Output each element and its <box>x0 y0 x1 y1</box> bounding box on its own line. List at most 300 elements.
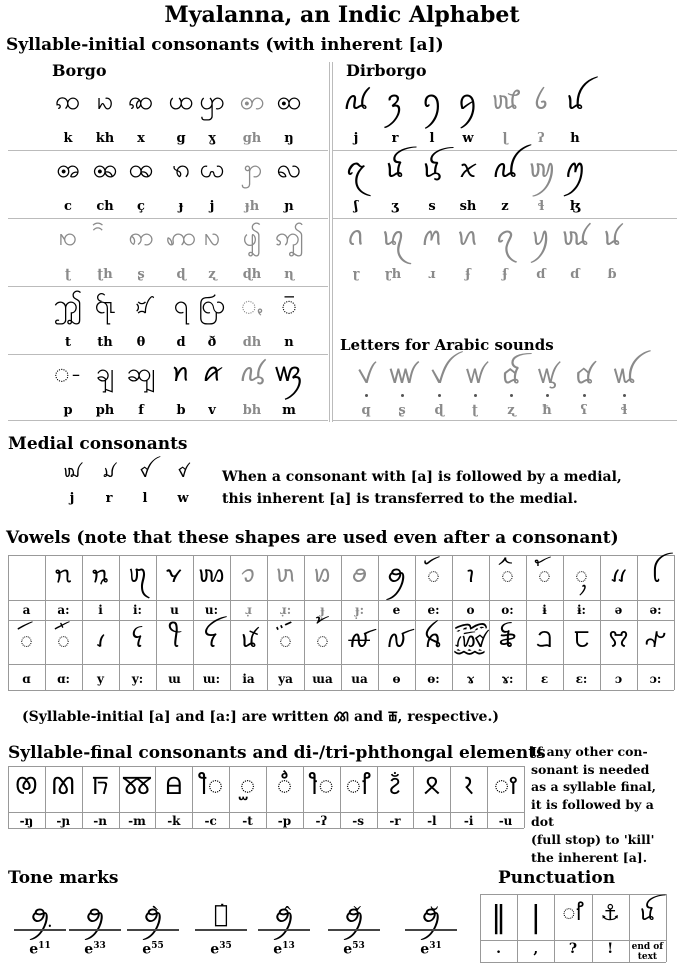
final-note-line: If any other con- <box>531 744 648 759</box>
arabic-glyph: ꪝ <box>464 360 486 390</box>
vowel-glyph: ꪯ <box>387 560 406 588</box>
grid-line <box>333 150 677 151</box>
borgo-glyph: ꩳ <box>203 222 221 252</box>
dirborgo-label: l <box>429 131 435 146</box>
arabic-glyph: ꪚ <box>357 360 375 390</box>
tone-underline <box>127 929 179 931</box>
dirborgo-glyph: ꪇ <box>457 86 479 116</box>
dirborgo-glyph: ꪐ <box>527 154 555 184</box>
dirborgo-label: ʃ <box>353 199 359 214</box>
tone-base: e <box>29 941 39 958</box>
dirborgo-label: ɮ <box>569 199 581 214</box>
arabic-label: ʂ <box>398 403 406 418</box>
borgo-glyph: ꩩ <box>92 154 118 184</box>
final-label: -ɲ <box>56 814 71 828</box>
vowel-glyph: ꪺ <box>130 625 145 653</box>
borgo-label: ɳ <box>284 267 294 282</box>
arabic-label: ʈ <box>471 403 478 418</box>
final-note-line: sonant is needed <box>531 761 650 777</box>
vowel-label: y <box>97 672 104 686</box>
borgo-label: ɲ <box>284 199 294 214</box>
tone-base: e <box>142 941 152 958</box>
dirborgo-label: sh <box>459 199 477 214</box>
borgo-label: p <box>63 403 73 418</box>
vowel-label: ɟ̣ <box>320 603 325 617</box>
vowel-glyph: ꪧ <box>90 560 111 588</box>
tone-base: e <box>343 941 353 958</box>
final-glyph: ꫯ <box>345 771 371 801</box>
borgo-glyph: ꩬ <box>199 154 225 184</box>
dirborgo-glyph: ꪎ <box>458 154 478 184</box>
borgo-glyph: ꩭ <box>241 154 263 184</box>
borgo-glyph: ꩻ <box>240 290 264 320</box>
arabic-label: q <box>361 403 371 418</box>
dirborgo-glyph: ꪊ <box>565 86 585 116</box>
vowel-glyph: ꪭ <box>312 560 333 588</box>
tone-base: e <box>273 941 283 958</box>
vowel-glyph: ꪸ <box>57 625 70 653</box>
arabic-glyph: ꪛ <box>387 360 417 390</box>
vowel-label: ɑ: <box>57 672 70 686</box>
vowel-label: e <box>392 603 401 617</box>
dirborgo-glyph: ꪕ <box>456 222 480 252</box>
final-label: -s <box>352 814 364 828</box>
dirborgo-label: ɗ <box>570 267 580 282</box>
borgo-label: ʈ <box>64 267 71 282</box>
grid-line <box>8 420 328 421</box>
medial-glyph: ꪥ <box>177 462 189 482</box>
vowel-label: o <box>466 603 475 617</box>
final-label: -i <box>463 814 474 828</box>
grid-line <box>8 286 328 287</box>
borgo-label: j <box>209 199 215 214</box>
arabic-dot <box>365 394 368 397</box>
borgo-label: th <box>97 335 113 350</box>
borgo-glyph: ꩹ <box>173 290 189 320</box>
dirborgo-glyph: ꪋ <box>345 154 367 184</box>
borgo-glyph: ꩣ <box>128 86 154 116</box>
dirborgo-glyph: ꪉ <box>533 86 549 116</box>
punctuation-glyph: ‖ <box>491 900 507 935</box>
vowel-glyph: ꪳ <box>538 560 551 588</box>
vowel-glyph: ꪾ <box>279 625 292 653</box>
tone-number: 13 <box>282 941 295 951</box>
punctuation-label: ! <box>607 941 614 957</box>
borgo-label: g <box>176 131 186 146</box>
borgo-glyph: ꩤ <box>168 86 194 116</box>
final-glyph: ꫪ <box>164 771 183 801</box>
arabic-label: ʕ <box>580 403 588 418</box>
grid-line <box>333 420 677 421</box>
final-label: -ʔ <box>315 814 328 828</box>
punctuation-label: , <box>533 941 539 957</box>
medial-label: w <box>177 491 189 506</box>
arabic-glyph: ꪡ <box>611 360 637 390</box>
vowel-glyph: ꪼ <box>203 625 220 653</box>
tone-glyph: ꪯ̂ <box>274 900 294 928</box>
arabic-dot <box>546 394 549 397</box>
vowel-glyph: ꪴ <box>575 560 588 588</box>
vowel-label: o: <box>501 603 514 617</box>
vowel-glyph: ꪶ <box>650 560 661 588</box>
borgo-label: f <box>138 403 144 418</box>
vowel-label: i <box>98 603 103 617</box>
borgo-glyph: ꩶ <box>53 290 83 320</box>
vowel-label: ya <box>278 672 293 686</box>
borgo-glyph: ꩡ <box>55 86 81 116</box>
tone-glyph: ꪯ̆ <box>421 900 441 928</box>
vowel-label: u <box>170 603 179 617</box>
vowel-label: ɔ <box>614 672 623 686</box>
grid-line <box>524 766 525 828</box>
tone-underline <box>328 929 380 931</box>
final-label: -l <box>427 814 437 828</box>
grid-line <box>674 555 675 690</box>
medial-glyph: ꪤ <box>139 462 151 482</box>
tone-label <box>403 942 459 957</box>
borgo-label: n <box>284 335 294 350</box>
borgo-label: m <box>282 403 296 418</box>
final-heading: Syllable-final consonants and di-/tri-phthongal elements <box>8 743 546 763</box>
tone-number: 35 <box>219 941 232 951</box>
vowel-label: ɵ <box>392 672 401 686</box>
final-note-line: the inherent [a]. <box>531 849 648 865</box>
dirborgo-label: r <box>391 131 399 146</box>
borgo-glyph: ꩵ <box>274 222 304 252</box>
vowel-label: ɹ̣: <box>279 603 292 617</box>
tone-base: e <box>84 941 94 958</box>
tone-number: 31 <box>429 941 442 951</box>
vowel-glyph: ꫣ <box>644 625 667 653</box>
tone-number: 33 <box>93 941 106 951</box>
final-note <box>531 743 681 866</box>
arabic-glyph: ꪞ <box>500 360 522 390</box>
vowel-glyph: ꪮ <box>351 560 368 588</box>
final-note-line: as a syllable final, <box>531 779 657 795</box>
medial-label: l <box>142 491 148 506</box>
vowel-glyph: ꪽ <box>239 625 258 653</box>
borgo-glyph: ꩯ <box>58 222 78 252</box>
vowel-label: a: <box>57 603 70 617</box>
tone-label <box>67 942 123 957</box>
borgo-label: ɖh <box>242 267 262 282</box>
vowels-heading: Vowels (note that these shapes are used even after a consonant) <box>6 528 619 548</box>
borgo-label: ɟ <box>178 199 184 214</box>
punctuation-heading: Punctuation <box>498 868 616 888</box>
medial-heading: Medial consonants <box>8 434 188 454</box>
vowel-label: ɹ̣ <box>245 603 252 617</box>
punctuation-label: end of text <box>631 942 664 962</box>
dirborgo-label: ʄ <box>502 267 508 282</box>
tone-glyph: ꪯ̀ <box>143 900 163 928</box>
arabic-dot <box>438 394 441 397</box>
borgo-glyph: ꩼ <box>280 290 298 320</box>
grid-line <box>8 354 328 355</box>
vowel-label: ɤ: <box>501 672 514 686</box>
dirborgo-glyph: ꪍ <box>422 154 442 184</box>
vowel-glyph: ꪫ <box>241 560 256 588</box>
final-label: -p <box>277 814 292 828</box>
vowel-glyph: ꪹ <box>94 625 107 653</box>
tone-underline <box>14 929 66 931</box>
borgo-label: ʂ <box>137 267 145 282</box>
vowel-label: ua <box>351 672 368 686</box>
punctuation-label: ? <box>568 941 578 957</box>
final-label: -n <box>93 814 107 828</box>
tone-number: 11 <box>38 941 51 951</box>
tone-base: e <box>210 941 220 958</box>
vowel-label: ɛ: <box>575 672 588 686</box>
arabic-glyph: ꪟ <box>536 360 558 390</box>
vowel-glyph: ꫛ <box>347 625 372 653</box>
dirborgo-label: ɽh <box>384 267 402 282</box>
dirborgo-label: ɽ <box>352 267 360 282</box>
borgo-label: ð <box>207 335 217 350</box>
vowel-label: y: <box>131 672 144 686</box>
dirborgo-glyph: ꪅ <box>386 86 404 116</box>
borgo-glyph: ꩽ <box>53 358 83 388</box>
vowel-label: ɯa <box>312 672 333 686</box>
dirborgo-glyph: ꪈ <box>489 86 521 116</box>
vowel-label: a <box>22 603 31 617</box>
tone-underline <box>195 929 247 931</box>
tone-glyph: ꪯ̌ <box>344 900 364 928</box>
grid-line <box>8 555 9 690</box>
vowel-glyph: ꪨ <box>127 560 148 588</box>
initial-consonants-heading: Syllable-initial consonants (with inherent [a]) <box>6 35 444 55</box>
borgo-label: ɣ <box>208 131 216 146</box>
tone-underline <box>258 929 310 931</box>
final-glyph: ꫳ <box>423 771 440 801</box>
vowel-glyph: ꪩ <box>165 560 184 588</box>
borgo-label: ʐ <box>208 267 216 282</box>
tone-number: 55 <box>151 941 164 951</box>
final-glyph: ꫩ <box>122 771 152 801</box>
borgo-glyph: ꪂ <box>239 358 265 388</box>
borgo-label: ŋ <box>284 131 294 146</box>
borgo-label: x <box>137 131 145 146</box>
final-label: -t <box>242 814 253 828</box>
borgo-glyph: ꩾ <box>95 358 115 388</box>
borgo-label: ç <box>137 199 145 214</box>
medial-note-line-1: When a consonant with [a] is followed by a medial, <box>222 469 622 485</box>
vowels-note: (Syllable-initial [a] and [a:] are written ꫤ and ꫥ, respective.) <box>22 709 499 725</box>
tone-glyph: ꪯ <box>85 900 105 928</box>
vowel-label: ə <box>614 603 623 617</box>
borgo-label: Borgo <box>52 61 107 80</box>
medial-glyph: ꪢ <box>62 462 82 482</box>
vowel-label: ɨ: <box>577 603 586 617</box>
tone-label <box>193 942 249 957</box>
tone-label <box>125 942 181 957</box>
vowel-glyph: ꪱ <box>464 560 477 588</box>
dirborgo-label: s <box>428 199 436 214</box>
borgo-label: ɖ <box>176 267 186 282</box>
vowel-label: ə: <box>649 603 662 617</box>
vowel-label: i: <box>133 603 142 617</box>
vowel-glyph: ꪬ <box>274 560 297 588</box>
vowel-label: e: <box>427 603 440 617</box>
grid-line <box>8 690 674 691</box>
borgo-glyph: ꩺ <box>198 290 226 320</box>
arabic-letters-heading: Letters for Arabic sounds <box>340 336 554 354</box>
borgo-glyph: ꩢ <box>96 86 114 116</box>
grid-line <box>480 894 666 895</box>
grid-line <box>329 62 330 422</box>
dirborgo-glyph: ꪆ <box>421 86 443 116</box>
page-title: Myalanna, an Indic Alphabet <box>164 2 520 28</box>
dirborgo-glyph: ꪄ <box>343 86 369 116</box>
dirborgo-label: j <box>353 131 359 146</box>
borgo-label: k <box>63 131 73 146</box>
borgo-glyph: ꩷ <box>94 290 116 320</box>
vowel-label: ɯ <box>168 672 181 686</box>
dirborgo-glyph: ꪙ <box>602 222 622 252</box>
vowel-glyph: ꪰ <box>427 560 440 588</box>
borgo-glyph: ꩲ <box>165 222 197 252</box>
grid-line <box>480 962 666 963</box>
borgo-label: bh <box>242 403 262 418</box>
borgo-label: d <box>176 335 186 350</box>
dirborgo-label: ɹ <box>428 267 436 282</box>
final-note-line: (full stop) to 'kill' <box>531 831 655 847</box>
tone-base: e <box>420 941 430 958</box>
dirborgo-glyph: ꪗ <box>530 222 552 252</box>
dirborgo-label: w <box>462 131 474 146</box>
borgo-glyph: ꩦ <box>239 86 265 116</box>
borgo-label: dh <box>242 335 262 350</box>
final-glyph: ꫲ <box>388 771 402 801</box>
dirborgo-glyph: ꪏ <box>492 154 518 184</box>
vowel-label: ɟ̣: <box>354 603 365 617</box>
arabic-dot <box>583 394 586 397</box>
medial-glyph: ꪣ <box>102 462 116 482</box>
vowel-label: ia <box>242 672 255 686</box>
arabic-label: ɖ <box>434 403 444 418</box>
vowel-glyph: ꪻ <box>167 625 182 653</box>
dirborgo-glyph: ꪌ <box>385 154 405 184</box>
punctuation-label: . <box>496 941 502 957</box>
vowel-glyph: ꫢ <box>608 625 629 653</box>
medial-note-line-2: this inherent [a] is transferred to the medial. <box>222 491 578 507</box>
dirborgo-label: ɗ <box>536 267 546 282</box>
vowel-label: ɑ <box>22 672 31 686</box>
final-glyph: ꫴ <box>463 771 474 801</box>
dirborgo-glyph: ꪑ <box>564 154 586 184</box>
final-glyph: ꫦ <box>15 771 38 801</box>
dirborgo-label: z <box>501 199 509 214</box>
vowel-label: ɛ <box>540 672 549 686</box>
vowel-label: ɵ: <box>427 672 440 686</box>
tone-number: 53 <box>352 941 365 951</box>
dirborgo-label: ɓ <box>607 267 617 282</box>
borgo-glyph: ꩮ <box>276 154 302 184</box>
grid-line <box>666 894 667 962</box>
final-label: -u <box>498 814 513 828</box>
arabic-dot <box>623 394 626 397</box>
borgo-glyph: ꩥ <box>199 86 225 116</box>
final-label: -ŋ <box>19 814 34 828</box>
punctuation-glyph: ꫯ <box>562 901 584 926</box>
tone-glyph: ꪯ̇ <box>213 900 229 928</box>
tone-glyph: ꪯ̣ <box>30 900 50 928</box>
dirborgo-label: h <box>570 131 580 146</box>
arabic-dot <box>474 394 477 397</box>
punctuation-glyph: | <box>530 900 541 935</box>
borgo-glyph: ꩸ <box>134 290 148 320</box>
vowel-glyph: ꪵ <box>609 560 628 588</box>
arabic-dot <box>401 394 404 397</box>
borgo-label: v <box>208 403 216 418</box>
borgo-glyph: ꩿ <box>126 358 156 388</box>
borgo-glyph: ꩧ <box>276 86 302 116</box>
borgo-glyph: ꪀ <box>171 358 191 388</box>
borgo-glyph: ꪁ <box>201 358 223 388</box>
borgo-glyph: ꪃ <box>273 358 305 388</box>
vowel-glyph: ꫟ <box>499 625 516 653</box>
borgo-glyph: ꩴ <box>242 222 262 252</box>
final-glyph: ꫨ <box>91 771 109 801</box>
tone-underline <box>69 929 121 931</box>
final-label: -k <box>167 814 181 828</box>
dirborgo-label: ʔ <box>537 131 545 146</box>
borgo-glyph: ꩱ <box>128 222 154 252</box>
vowel-label: u: <box>204 603 219 617</box>
tone-label <box>326 942 382 957</box>
vowel-glyph: ꪪ <box>196 560 227 588</box>
medial-label: j <box>69 491 75 506</box>
vowel-glyph: ꫁ <box>316 625 329 653</box>
vowel-label: ɯ: <box>202 672 221 686</box>
borgo-label: kh <box>95 131 115 146</box>
final-label: -r <box>389 814 401 828</box>
dirborgo-label: ɬ <box>537 199 545 214</box>
tone-underline <box>405 929 457 931</box>
borgo-glyph: ꩫ <box>171 154 191 184</box>
final-note-line: it is followed by a dot <box>531 796 654 830</box>
borgo-label: c <box>64 199 72 214</box>
vowel-glyph: ꪷ <box>20 625 33 653</box>
tone-marks-heading: Tone marks <box>8 868 119 888</box>
arabic-glyph: ꪠ <box>573 360 595 390</box>
borgo-glyph: ꩪ <box>128 154 154 184</box>
arabic-label: ɬ <box>620 403 628 418</box>
grid-line <box>8 828 524 829</box>
tone-label <box>256 942 312 957</box>
final-glyph: ꫬ <box>239 771 256 801</box>
dirborgo-label: ʄ <box>465 267 471 282</box>
final-glyph: ꫫ <box>198 771 224 801</box>
dirborgo-glyph: ꪘ <box>560 222 590 252</box>
vowel-glyph: ꪦ <box>53 560 74 588</box>
vowel-label: ɨ <box>542 603 547 617</box>
final-label: -m <box>128 814 146 828</box>
vowel-glyph: ꪲ <box>501 560 514 588</box>
arabic-dot <box>510 394 513 397</box>
borgo-label: t <box>64 335 71 350</box>
arabic-label: ħ <box>542 403 552 418</box>
vowel-glyph: ꫡ <box>573 625 590 653</box>
medial-label: r <box>105 491 113 506</box>
arabic-glyph: ꪜ <box>429 360 449 390</box>
dirborgo-glyph: ꪒ <box>346 222 366 252</box>
dirborgo-label: Dirborgo <box>346 61 427 80</box>
borgo-label: gh <box>242 131 262 146</box>
dirborgo-label: ʒ <box>391 199 399 214</box>
final-glyph: ꫮ <box>308 771 334 801</box>
borgo-label: ch <box>96 199 114 214</box>
borgo-label: θ <box>136 335 146 350</box>
